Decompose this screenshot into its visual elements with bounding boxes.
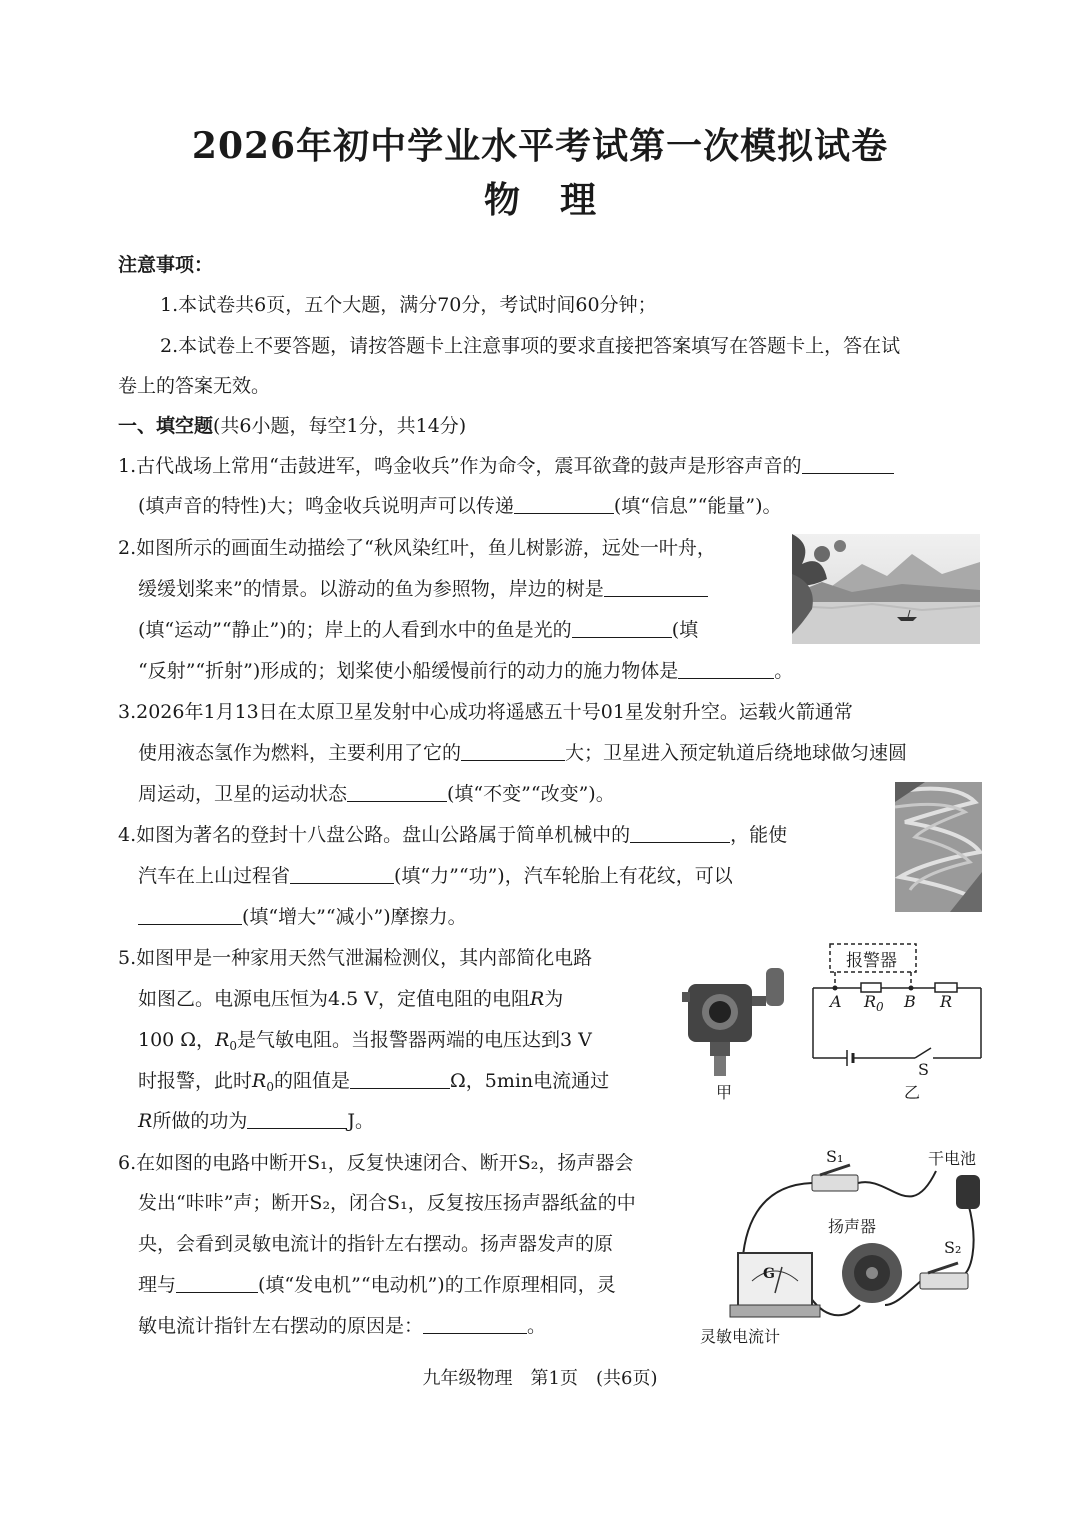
node-a-label: A (830, 992, 842, 1011)
resistor-symbol: R (252, 1070, 267, 1092)
resistor-symbol: R (215, 1029, 230, 1051)
question-5-text: 时报警，此时 (138, 1070, 253, 1092)
question-1-text: (填“信息”“能量”)。 (613, 495, 782, 517)
question-3-line-3 (138, 781, 615, 807)
answer-blank (138, 904, 242, 925)
galvanometer-g-label: G (763, 1266, 775, 1282)
answer-blank (290, 863, 394, 884)
question-6-line-1: 6.在如图的电路中断开S₁，反复快速闭合、断开S₂，扬声器会 (118, 1152, 634, 1174)
resistor-symbol: R (138, 1110, 153, 1132)
answer-blank (514, 493, 614, 514)
answer-blank (572, 617, 672, 638)
question-4-text: (填“力”“功”)，汽车轮胎上有花纹，可以 (394, 865, 733, 887)
question-4-text: (填“增大”“减小”)摩擦力。 (242, 906, 467, 928)
resistor-symbol: R (529, 988, 545, 1010)
question-4-text: 汽车在上山过程省 (138, 865, 291, 887)
figure-jia-label: 甲 (716, 1083, 733, 1102)
question-2-text: (填 (671, 619, 699, 641)
galvanometer-label: 灵敏电流计 (700, 1327, 781, 1346)
question-5-text: 100 Ω， (138, 1029, 216, 1051)
question-6-line-4 (138, 1272, 616, 1298)
question-6-line-3: 央，会看到灵敏电流计的指针左右摆动。扬声器发声的原 (138, 1233, 614, 1255)
question-6-text: 理与 (138, 1274, 177, 1296)
question-2-line-3 (138, 617, 698, 643)
answer-blank (247, 1108, 347, 1129)
question-6-text: 敏电流计指针左右摆动的原因是： (138, 1315, 424, 1337)
s1-label: S₁ (826, 1147, 844, 1166)
question-5-text: 所做的功为 (152, 1110, 248, 1132)
answer-blank (604, 576, 708, 597)
section-1-title: 一、填空题 (118, 415, 214, 437)
question-5-line-5 (138, 1108, 374, 1134)
question-1-line-1 (118, 453, 894, 479)
question-2-line-4 (138, 658, 793, 684)
r0-symbol: R (864, 992, 877, 1011)
r0-label (864, 992, 884, 1014)
question-2-text: 。 (774, 660, 794, 682)
question-6-line-2: 发出“咔咔”声；断开S₂，闭合S₁，反复按压扬声器纸盆的中 (138, 1192, 636, 1214)
notice-item-1: 1.本试卷共6页，五个大题，满分70分，考试时间60分钟； (160, 294, 657, 316)
answer-blank (423, 1313, 527, 1334)
subscript: 0 (876, 1000, 884, 1014)
answer-blank (802, 453, 894, 474)
question-1-line-2 (138, 493, 782, 519)
question-3-text: 使用液态氢作为燃料，主要利用了它的 (138, 742, 462, 764)
alarm-label: 报警器 (846, 951, 897, 971)
answer-blank (678, 658, 774, 679)
exam-title: 2026年初中学业水平考试第一次模拟试卷 (191, 125, 889, 167)
page-footer: 九年级物理 第1页 (共6页) (422, 1368, 658, 1389)
question-4-text: ，能使 (730, 824, 788, 846)
question-1-text: 1.古代战场上常用“击鼓进军，鸣金收兵”作为命令，震耳欲聋的鼓声是形容声音的 (118, 455, 802, 477)
subscript: 0 (266, 1080, 274, 1094)
speaker-label: 扬声器 (828, 1217, 877, 1236)
answer-blank (347, 781, 447, 802)
s2-label: S₂ (944, 1238, 962, 1257)
subscript: 0 (229, 1039, 238, 1053)
question-2-text: (填“运动”“静止”)的；岸上的人看到水中的鱼是光的 (138, 619, 572, 641)
section-1-heading (118, 413, 466, 439)
question-2-text: 缓缓划桨来”的情景。以游动的鱼为参照物，岸边的树是 (138, 578, 604, 600)
notice-item-2: 2.本试卷上不要答题，请按答题卡上注意事项的要求直接把答案填写在答题卡上，答在试 (160, 335, 901, 357)
r-label: R (940, 992, 953, 1011)
answer-blank (176, 1272, 258, 1293)
exam-subject: 物理 (483, 179, 636, 221)
question-5-text: 为 (544, 988, 564, 1010)
question-4-line-3 (138, 904, 467, 930)
question-3-text: 大；卫星进入预定轨道后绕地球做匀速圆 (565, 742, 908, 764)
question-5-line-4 (138, 1068, 609, 1100)
question-1-text: (填声音的特性)大；鸣金收兵说明声可以传递 (138, 495, 514, 517)
gas-detector-image (680, 962, 790, 1082)
question-3-line-2 (138, 740, 907, 766)
question-5-line-3 (138, 1027, 592, 1059)
answer-blank (461, 740, 565, 761)
notice-item-2-cont: 卷上的答案无效。 (118, 375, 271, 397)
question-6-text: (填“发电机”“电动机”)的工作原理相同，灵 (258, 1274, 616, 1296)
question-5-text: 是气敏电阻。当报警器两端的电压达到3 V (237, 1029, 592, 1051)
battery-label: 干电池 (928, 1149, 977, 1168)
question-2-line-1: 2.如图所示的画面生动描绘了“秋风染红叶，鱼儿树影游，远处一叶舟， (118, 537, 716, 559)
question-4-line-1 (118, 822, 787, 848)
switch-s-label: S (918, 1060, 929, 1079)
question-5-text: 的阻值是 (273, 1070, 350, 1092)
question-6-text: 。 (527, 1315, 547, 1337)
question-5-text: Ω，5min电流通过 (449, 1070, 610, 1092)
question-4-text: 4.如图为著名的登封十八盘公路。盘山公路属于简单机械中的 (118, 824, 631, 846)
question-3-text: (填“不变”“改变”)。 (447, 783, 615, 805)
question-5-text: J。 (347, 1110, 374, 1132)
autumn-lake-image (792, 534, 980, 644)
question-2-text: “反射”“折射”)形成的；划桨使小船缓慢前行的动力的施力物体是 (138, 660, 679, 682)
question-5-line-1: 5.如图甲是一种家用天然气泄漏检测仪，其内部简化电路 (118, 947, 593, 969)
answer-blank (350, 1068, 450, 1089)
question-5-text: 如图乙。电源电压恒为4.5 V，定值电阻的电阻 (138, 988, 530, 1010)
question-3-line-1: 3.2026年1月13日在太原卫星发射中心成功将遥感五十号01星发射升空。运载火箭通常 (118, 701, 853, 723)
question-6-line-5 (138, 1313, 546, 1339)
figure-yi-label: 乙 (904, 1083, 921, 1102)
node-b-label: B (904, 992, 916, 1011)
question-3-text: 周运动，卫星的运动状态 (138, 783, 348, 805)
section-1-info: (共6小题，每空1分，共14分) (213, 415, 467, 437)
mountain-road-image (895, 782, 982, 912)
notice-heading: 注意事项： (118, 254, 214, 276)
question-4-line-2 (138, 863, 733, 889)
question-2-line-2 (138, 576, 708, 602)
answer-blank (630, 822, 730, 843)
question-5-line-2 (138, 986, 563, 1012)
